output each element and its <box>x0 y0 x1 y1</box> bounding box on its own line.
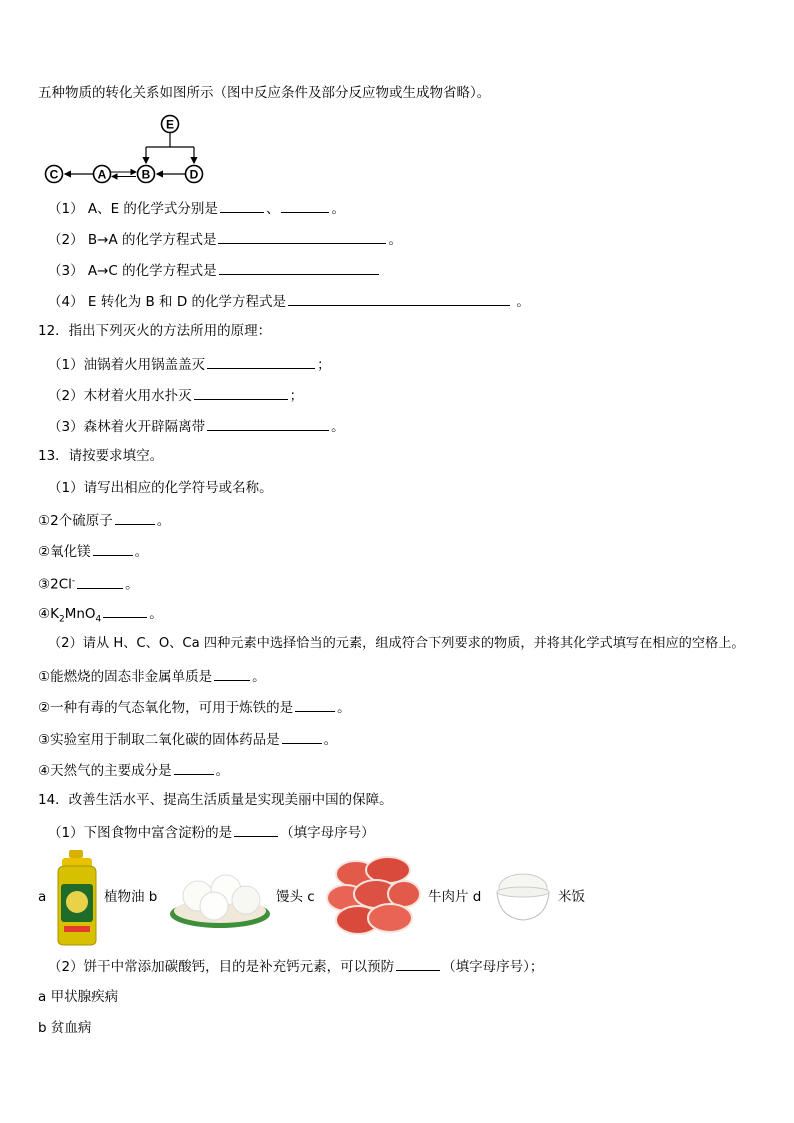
food-name-a: 植物油 b <box>104 889 158 905</box>
food-name-d: 米饭 <box>558 889 585 905</box>
answer-blank[interactable] <box>103 603 147 618</box>
steamed-buns-icon <box>168 866 272 930</box>
rice-bowl-icon <box>494 868 552 924</box>
answer-blank[interactable] <box>218 229 386 244</box>
q13-a3: ③2Cl- 。 <box>38 572 139 594</box>
answer-blank[interactable] <box>207 416 329 431</box>
food-options-row <box>38 848 758 948</box>
q13-a2: ②氧化镁 。 <box>38 541 148 561</box>
answer-blank[interactable] <box>77 574 123 589</box>
answer-blank[interactable] <box>214 666 250 681</box>
food-letter-a: a <box>38 889 47 905</box>
q13-a1: ①2个硫原子 。 <box>38 510 170 530</box>
answer-blank[interactable] <box>115 510 155 525</box>
q12-title: 12．指出下列灭火的方法所用的原理： <box>38 323 272 339</box>
q13-b3: ③实验室用于制取二氧化碳的固体药品是 。 <box>38 729 337 749</box>
answer-blank[interactable] <box>396 956 440 971</box>
q14-option-a: a 甲状腺疾病 <box>38 989 119 1005</box>
q14-part-1: （1）下图食物中富含淀粉的是 （填字母序号） <box>48 822 375 842</box>
q13-b2: ②一种有毒的气态氧化物，可用于炼铁的是 。 <box>38 697 351 717</box>
food-name-b: 馒头 c <box>276 889 315 905</box>
q11-item-4: （4） E 转化为 B 和 D 的化学方程式是 。 <box>48 291 530 311</box>
answer-blank[interactable] <box>234 822 278 837</box>
answer-blank[interactable] <box>194 385 288 400</box>
conversion-diagram <box>38 112 218 188</box>
q13-b1: ①能燃烧的固态非金属单质是 。 <box>38 666 266 686</box>
q12-item-3: （3）森林着火开辟隔离带 。 <box>48 416 345 436</box>
q13-part-2: （2）请从 H、C、O、Ca 四种元素中选择恰当的元素，组成符合下列要求的物质，并将其化学式填写在相应的空格上。 <box>48 636 745 651</box>
q12-item-2: （2）木材着火用水扑灭 ； <box>48 385 303 405</box>
answer-blank[interactable] <box>207 354 315 369</box>
q14-option-b: b 贫血病 <box>38 1020 92 1036</box>
answer-blank[interactable] <box>295 697 335 712</box>
q11-item-3: （3） A→C 的化学方程式是 <box>48 260 381 280</box>
beef-slices-icon <box>326 852 422 944</box>
node-d <box>186 166 203 183</box>
q13-title: 13．请按要求填空。 <box>38 448 164 464</box>
q13-a4: $④K_2MnO_4$ 。 <box>38 603 163 629</box>
node-b <box>138 166 155 183</box>
answer-blank[interactable] <box>174 760 214 775</box>
q14-title: 14．改善生活水平、提高生活质量是实现美丽中国的保障。 <box>38 792 393 808</box>
q11-item-1: （1） A、E 的化学式分别是 、 。 <box>48 198 345 218</box>
q13-b4: ④天然气的主要成分是 。 <box>38 760 229 780</box>
answer-blank[interactable] <box>282 729 322 744</box>
answer-blank[interactable] <box>219 260 379 275</box>
q14-part-2: （2）饼干中常添加碳酸钙，目的是补充钙元素，可以预防 （填字母序号）； <box>48 956 543 976</box>
intro-text: 五种物质的转化关系如图所示（图中反应条件及部分反应物或生成物省略）。 <box>38 85 491 101</box>
node-c <box>46 166 63 183</box>
node-a <box>94 166 111 183</box>
node-e <box>162 116 179 133</box>
svg-text:B: B <box>141 167 151 182</box>
q12-item-1: （1）油锅着火用锅盖盖灭 ； <box>48 354 331 374</box>
answer-blank[interactable] <box>288 291 510 306</box>
svg-text:A: A <box>97 167 107 182</box>
q13-part-1: （1）请写出相应的化学符号或名称。 <box>48 480 273 496</box>
food-name-c: 牛肉片 d <box>428 889 482 905</box>
q11-item-2: （2） B→A 的化学方程式是 。 <box>48 229 402 249</box>
answer-blank[interactable] <box>93 541 133 556</box>
svg-text:E: E <box>165 117 175 132</box>
vegetable-oil-bottle-icon <box>54 850 100 946</box>
svg-text:C: C <box>49 167 59 182</box>
svg-text:D: D <box>189 167 199 182</box>
answer-blank[interactable] <box>220 198 264 213</box>
answer-blank[interactable] <box>281 198 329 213</box>
